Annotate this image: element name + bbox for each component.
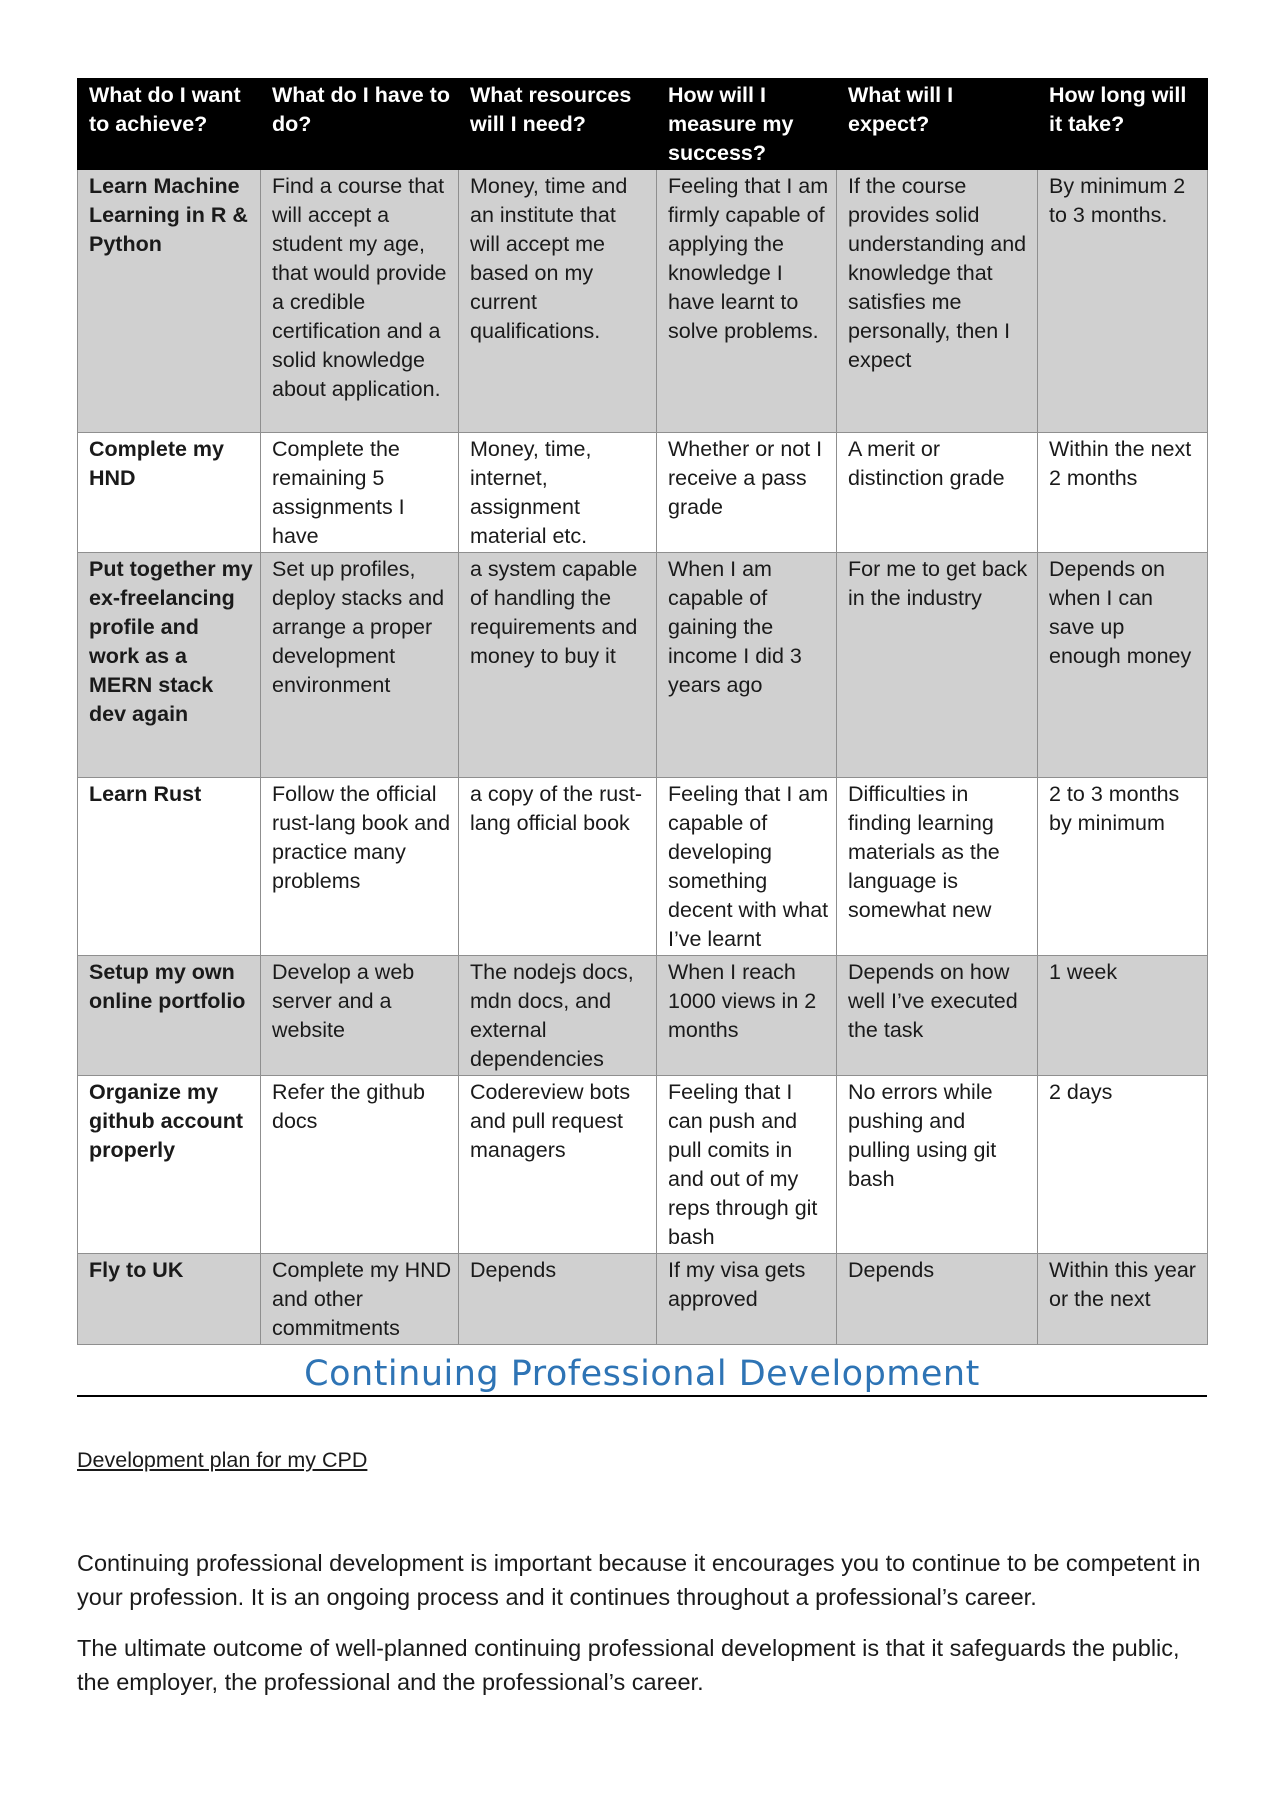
table-cell: 1 week xyxy=(1038,956,1208,1076)
table-row xyxy=(78,433,1208,553)
table-cell: Money, time and an institute that will accept me based on my current qualifications. xyxy=(459,170,657,433)
table-cell: Whether or not I receive a pass grade xyxy=(657,433,837,553)
table-cell: Refer the github docs xyxy=(261,1076,459,1254)
table-cell: If my visa gets approved xyxy=(657,1254,837,1345)
table-cell: 2 to 3 months by minimum xyxy=(1038,778,1208,956)
table-cell: If the course provides solid understanding and knowledge that satisfies me personally, then I expect xyxy=(837,170,1038,433)
table-row xyxy=(78,1076,1208,1254)
table-cell: Difficulties in finding learning materials as the language is somewhat new xyxy=(837,778,1038,956)
column-header: What resources will I need? xyxy=(459,79,657,170)
heading-divider xyxy=(77,1395,1207,1397)
table-cell: Feeling that I am firmly capable of applying the knowledge I have learnt to solve problems. xyxy=(657,170,837,433)
body-paragraph: The ultimate outcome of well-planned continuing professional development is that it safeguards the public, the employer, the professional and the professional’s career. xyxy=(77,1635,1180,1695)
table-cell: When I am capable of gaining the income I did 3 years ago xyxy=(657,553,837,778)
table-cell: For me to get back in the industry xyxy=(837,553,1038,778)
table-row xyxy=(78,170,1208,433)
column-header: What do I have to do? xyxy=(261,79,459,170)
table-cell: a copy of the rust-lang official book xyxy=(459,778,657,956)
table-cell: Complete the remaining 5 assignments I have xyxy=(261,433,459,553)
table-cell: Within this year or the next xyxy=(1038,1254,1208,1345)
table-cell: Within the next 2 months xyxy=(1038,433,1208,553)
table-cell: A merit or distinction grade xyxy=(837,433,1038,553)
goal-cell: Put together my ex-freelancing profile and work as a MERN stack dev again xyxy=(78,553,261,778)
goal-cell: Learn Rust xyxy=(78,778,261,956)
development-plan-table xyxy=(77,78,1208,1345)
table-cell: No errors while pushing and pulling using git bash xyxy=(837,1076,1038,1254)
goal-cell: Learn Machine Learning in R & Python xyxy=(78,170,261,433)
table-cell: By minimum 2 to 3 months. xyxy=(1038,170,1208,433)
table-cell: Depends xyxy=(459,1254,657,1345)
table-cell: a system capable of handling the requirements and money to buy it xyxy=(459,553,657,778)
table-cell: Feeling that I can push and pull comits in and out of my reps through git bash xyxy=(657,1076,837,1254)
table-cell: Develop a web server and a website xyxy=(261,956,459,1076)
table-cell: Find a course that will accept a student my age, that would provide a credible certification and a solid knowledge about application. xyxy=(261,170,459,433)
column-header: How will I measure my success? xyxy=(657,79,837,170)
table-cell: Follow the official rust-lang book and practice many problems xyxy=(261,778,459,956)
table-cell: Feeling that I am capable of developing something decent with what I’ve learnt xyxy=(657,778,837,956)
table-cell: 2 days xyxy=(1038,1076,1208,1254)
section-heading: Continuing Professional Development xyxy=(304,1354,980,1394)
table-cell: Codereview bots and pull request managers xyxy=(459,1076,657,1254)
table-cell: Complete my HND and other commitments xyxy=(261,1254,459,1345)
table-cell: When I reach 1000 views in 2 months xyxy=(657,956,837,1076)
table-row xyxy=(78,778,1208,956)
table-header-row xyxy=(78,79,1208,170)
column-header: What do I want to achieve? xyxy=(78,79,261,170)
table-cell: Depends xyxy=(837,1254,1038,1345)
table-cell: Set up profiles, deploy stacks and arrange a proper development environment xyxy=(261,553,459,778)
table-row xyxy=(78,553,1208,778)
table-row xyxy=(78,1254,1208,1345)
goal-cell: Complete my HND xyxy=(78,433,261,553)
column-header: What will I expect? xyxy=(837,79,1038,170)
table-row xyxy=(78,956,1208,1076)
table-cell: Money, time, internet, assignment material etc. xyxy=(459,433,657,553)
goal-cell: Organize my github account properly xyxy=(78,1076,261,1254)
column-header: How long will it take? xyxy=(1038,79,1208,170)
table-cell: Depends on when I can save up enough money xyxy=(1038,553,1208,778)
table-cell: Depends on how well I’ve executed the task xyxy=(837,956,1038,1076)
goal-cell: Fly to UK xyxy=(78,1254,261,1345)
section-subheading: Development plan for my CPD xyxy=(77,1448,368,1472)
goal-cell: Setup my own online portfolio xyxy=(78,956,261,1076)
body-paragraph: Continuing professional development is important because it encourages you to continue to be competent in your profession. It is an ongoing process and it continues throughout a professional’s career. xyxy=(77,1550,1201,1610)
table-cell: The nodejs docs, mdn docs, and external dependencies xyxy=(459,956,657,1076)
